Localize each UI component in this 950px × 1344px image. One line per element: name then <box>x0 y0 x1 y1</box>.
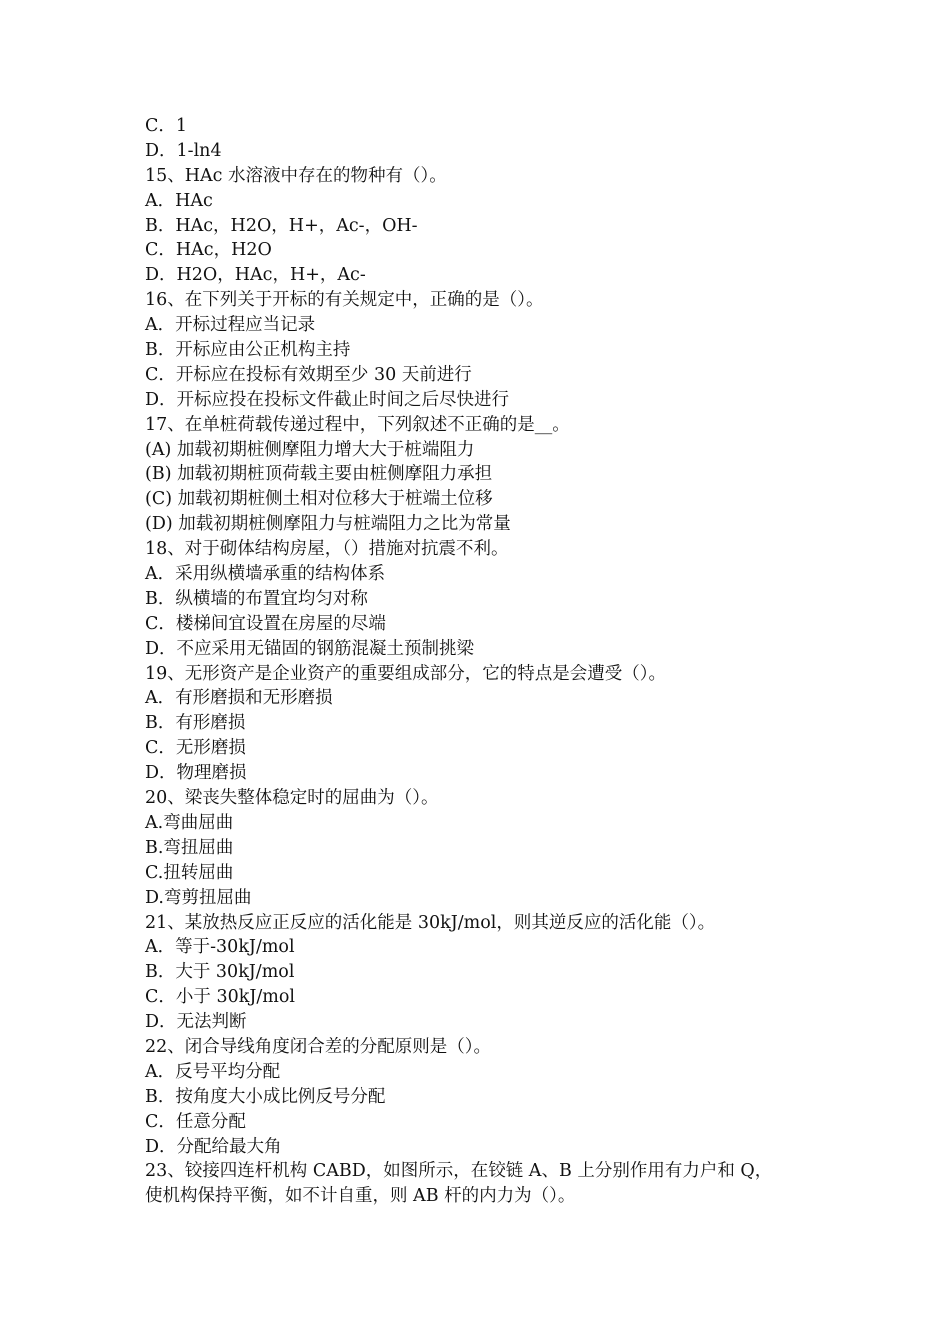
option-b-q19: B．有形磨损 <box>145 713 246 734</box>
document-body <box>145 114 815 1209</box>
option-a-q18: A．采用纵横墙承重的结构体系 <box>145 564 386 585</box>
option-a-q20: A.弯曲屈曲 <box>145 812 234 833</box>
option-c-q22: C．任意分配 <box>145 1111 246 1132</box>
option-d-q19: D．物理磨损 <box>145 763 247 784</box>
option-c-q16: C．开标应在投标有效期至少 30 天前进行 <box>145 364 472 385</box>
option-d-q18: D．不应采用无锚固的钢筋混凝土预制挑梁 <box>145 638 475 659</box>
option-b-q18: B．纵横墙的布置宜均匀对称 <box>145 588 368 609</box>
option-d-q14: D．1-ln4 <box>145 140 222 161</box>
option-c-q21: C．小于 30kJ/mol <box>145 987 295 1008</box>
option-b-q22: B．按角度大小成比例反号分配 <box>145 1086 386 1107</box>
option-a-q17: (A) 加载初期桩侧摩阻力增大大于桩端阻力 <box>145 439 475 460</box>
option-a-q16: A．开标过程应当记录 <box>145 315 316 336</box>
question-23-line-2: 使机构保持平衡，如不计自重，则 AB 杆的内力为（）。 <box>145 1186 576 1207</box>
option-b-q17: (B) 加载初期桩顶荷载主要由桩侧摩阻力承担 <box>145 464 493 485</box>
question-16: 16、在下列关于开标的有关规定中，正确的是（）。 <box>145 290 544 311</box>
question-19: 19、无形资产是企业资产的重要组成部分，它的特点是会遭受（）。 <box>145 663 667 684</box>
option-b-q20: B.弯扭屈曲 <box>145 837 234 858</box>
option-c-q14: C．1 <box>145 116 188 136</box>
question-20: 20、梁丧失整体稳定时的屈曲为（）。 <box>145 788 439 809</box>
option-d-q15: D．H2O，HAc，H+，Ac- <box>145 265 366 286</box>
question-17: 17、在单桩荷载传递过程中，下列叙述不正确的是__。 <box>145 414 570 435</box>
option-d-q20: D.弯剪扭屈曲 <box>145 887 252 908</box>
question-15: 15、HAc 水溶液中存在的物种有（）。 <box>145 165 447 186</box>
option-d-q17: (D) 加载初期桩侧摩阻力与桩端阻力之比为常量 <box>145 514 511 535</box>
option-a-q21: A．等于-30kJ/mol <box>145 937 295 958</box>
option-a-q15: A．HAc <box>145 190 213 211</box>
question-23-line-1: 23、铰接四连杆机构 CABD，如图所示，在铰链 A、B 上分别作用有力户和 Q， <box>145 1161 773 1182</box>
option-b-q16: B．开标应由公正机构主持 <box>145 340 351 361</box>
option-a-q22: A．反号平均分配 <box>145 1061 281 1082</box>
option-c-q17: (C) 加载初期桩侧土相对位移大于桩端土位移 <box>145 489 493 510</box>
option-d-q16: D．开标应投在投标文件截止时间之后尽快进行 <box>145 389 510 410</box>
option-c-q19: C．无形磨损 <box>145 738 246 759</box>
option-d-q21: D．无法判断 <box>145 1012 247 1033</box>
option-b-q15: B．HAc，H2O，H+，Ac-，OH- <box>145 215 418 236</box>
option-a-q19: A．有形磨损和无形磨损 <box>145 688 333 709</box>
option-c-q15: C．HAc，H2O <box>145 240 272 261</box>
option-b-q21: B．大于 30kJ/mol <box>145 962 295 983</box>
question-18: 18、对于砌体结构房屋，（）措施对抗震不利。 <box>145 539 509 560</box>
option-c-q20: C.扭转屈曲 <box>145 862 234 883</box>
question-22: 22、闭合导线角度闭合差的分配原则是（）。 <box>145 1036 492 1057</box>
option-d-q22: D．分配给最大角 <box>145 1136 282 1157</box>
question-21: 21、某放热反应正反应的活化能是 30kJ/mol，则其逆反应的活化能（）。 <box>145 912 716 933</box>
option-c-q18: C．楼梯间宜设置在房屋的尽端 <box>145 613 386 634</box>
